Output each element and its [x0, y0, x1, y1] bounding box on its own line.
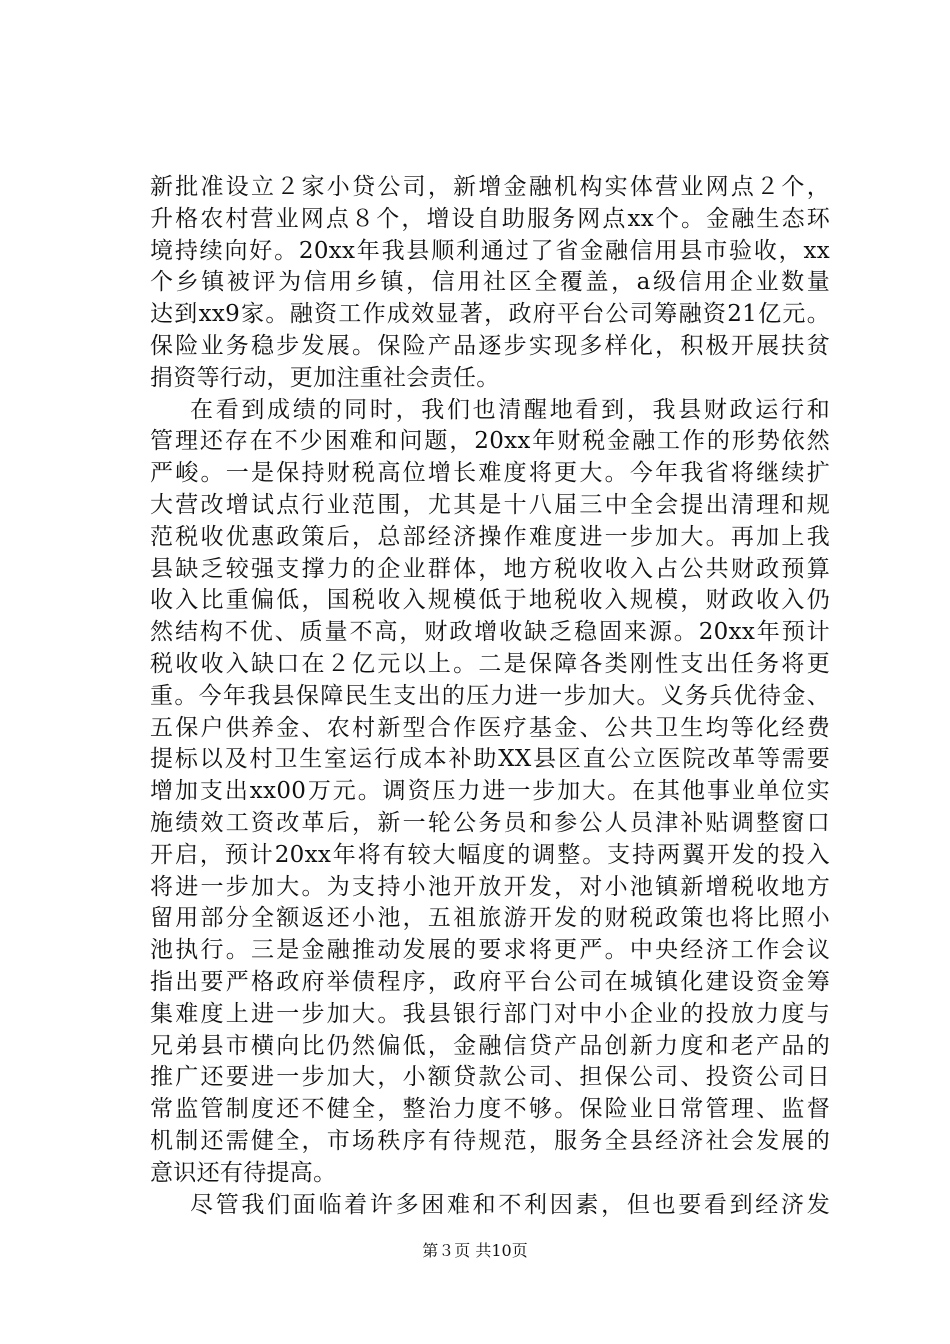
text-line: 兄弟县市横向比仍然偏低，金融信贷产品创新力度和老产品的	[150, 1032, 830, 1059]
text-line: 捐资等行动，更加注重社会责任。	[150, 364, 500, 391]
text-line: 升格农村营业网点８个，增设自助服务网点xx个。金融生态环	[150, 205, 830, 232]
text-line: 意识还有待提高。	[150, 1159, 337, 1186]
text-line: 将进一步加大。为支持小池开放开发，对小池镇新增税收地方	[150, 873, 830, 900]
text-line: 管理还存在不少困难和问题，20xx年财税金融工作的形势依然	[150, 428, 830, 455]
text-line: 税收收入缺口在２亿元以上。二是保障各类刚性支出任务将更	[150, 650, 830, 677]
text-line: 留用部分全额返还小池，五祖旅游开发的财税政策也将比照小	[150, 905, 830, 932]
text-line: 严峻。一是保持财税高位增长难度将更大。今年我省将继续扩	[150, 460, 830, 487]
text-line: 然结构不优、质量不高，财政增收缺乏稳固来源。20xx年预计	[150, 619, 830, 646]
text-line: 增加支出xx00万元。调资压力进一步加大。在其他事业单位实	[150, 778, 830, 805]
text-line: 新批准设立２家小贷公司，新增金融机构实体营业网点２个，	[150, 174, 830, 200]
text-line: 推广还要进一步加大，小额贷款公司、担保公司、投资公司日	[150, 1064, 830, 1091]
text-line: 大营改增试点行业范围，尤其是十八届三中全会提出清理和规	[150, 491, 830, 518]
text-line: 尽管我们面临着许多困难和不利因素，但也要看到经济发	[190, 1191, 830, 1218]
text-line: 集难度上进一步加大。我县银行部门对中小企业的投放力度与	[150, 1000, 830, 1027]
text-line: 达到xx9家。融资工作成效显著，政府平台公司筹融资21亿元。	[150, 301, 830, 328]
text-line: 境持续向好。20xx年我县顺利通过了省金融信用县市验收，xx	[150, 237, 830, 264]
text-line: 指出要严格政府举债程序，政府平台公司在城镇化建设资金筹	[150, 968, 830, 995]
text-line: 重。今年我县保障民生支出的压力进一步加大。义务兵优待金、	[150, 682, 830, 709]
text-line: 在看到成绩的同时，我们也清醒地看到，我县财政运行和	[190, 396, 830, 423]
text-line: 五保户供养金、农村新型合作医疗基金、公共卫生均等化经费	[150, 714, 830, 741]
text-line: 县缺乏较强支撑力的企业群体，地方税收收入占公共财政预算	[150, 555, 830, 582]
text-line: 开启，预计20xx年将有较大幅度的调整。支持两翼开发的投入	[150, 841, 830, 868]
text-line: 收入比重偏低，国税收入规模低于地税收入规模，财政收入仍	[150, 587, 830, 614]
text-line: 个乡镇被评为信用乡镇，信用社区全覆盖，a级信用企业数量	[150, 269, 830, 296]
text-line: 保险业务稳步发展。保险产品逐步实现多样化，积极开展扶贫	[150, 332, 830, 359]
text-line: 施绩效工资改革后，新一轮公务员和参公人员津补贴调整窗口	[150, 809, 830, 836]
page-footer: 第３页 共10页	[422, 1241, 528, 1260]
text-line: 范税收优惠政策后，总部经济操作难度进一步加大。再加上我	[150, 523, 830, 550]
text-line: 机制还需健全，市场秩序有待规范，服务全县经济社会发展的	[150, 1127, 830, 1154]
text-line: 常监管制度还不健全，整治力度不够。保险业日常管理、监督	[150, 1096, 830, 1123]
document-body	[150, 172, 830, 1221]
text-line: 提标以及村卫生室运行成本补助XX县区直公立医院改革等需要	[150, 746, 830, 773]
text-line: 池执行。三是金融推动发展的要求将更严。中央经济工作会议	[150, 937, 830, 964]
